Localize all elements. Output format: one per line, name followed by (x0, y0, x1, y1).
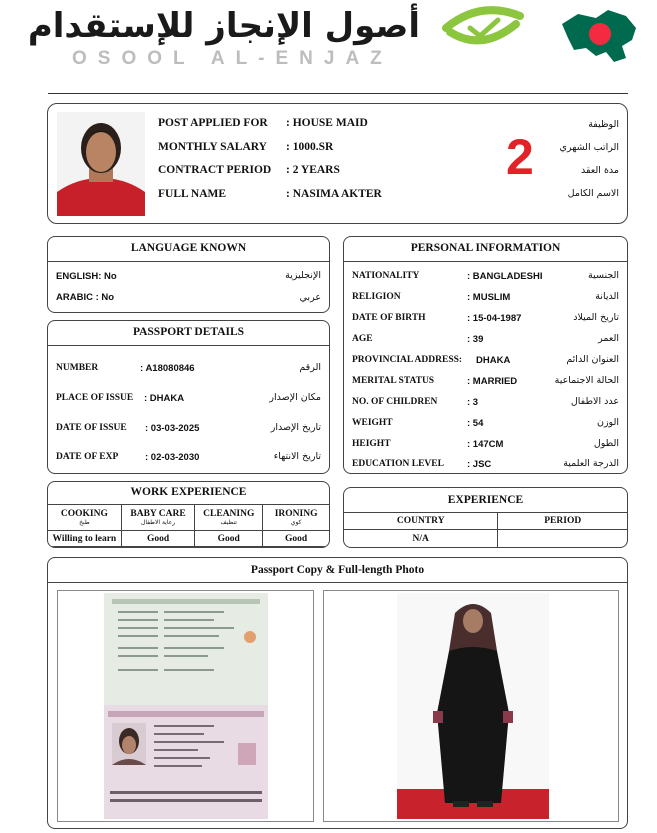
english-label-ar: الإنجليزية (285, 270, 321, 281)
cooking-value: Willing to learn (48, 531, 122, 547)
full-length-photo-image (397, 593, 549, 819)
date-of-issue-value: : 03-03-2025 (145, 423, 200, 434)
weight-value: : 54 (467, 418, 484, 429)
baby-care-header: BABY CARE رعاية الاطفال (121, 505, 195, 531)
address-label: PROVINCIAL ADDRESS: (352, 355, 463, 365)
work-experience-card (47, 481, 330, 548)
work-experience-table (47, 504, 330, 547)
country-header: COUNTRY (344, 513, 498, 530)
salary-label-ar: الراتب الشهري (559, 142, 619, 153)
name-label-ar: الاسم الكامل (567, 188, 619, 199)
post-label-ar: الوظيفة (588, 119, 619, 130)
children-ar: عدد الاطفال (570, 396, 619, 407)
marital-status-label: MERITAL STATUS (352, 376, 435, 386)
passport-copy-image (104, 593, 268, 819)
place-of-issue-label: PLACE OF ISSUE (56, 393, 134, 403)
place-of-issue-value: : DHAKA (144, 393, 185, 404)
cleaning-header: CLEANING تنظيف (195, 505, 263, 531)
logo-arabic: أصول الإنجاز للإستقدام (27, 6, 420, 46)
age-label: AGE (352, 334, 373, 344)
nationality-label: NATIONALITY (352, 271, 420, 281)
education-value: : JSC (467, 459, 492, 470)
experience-card (343, 487, 628, 548)
baby-care-value: Good (121, 531, 195, 547)
religion-label: RELIGION (352, 292, 401, 302)
passport-title: PASSPORT DETAILS (132, 326, 245, 338)
address-value: DHAKA (476, 355, 511, 366)
religion-value: : MUSLIM (467, 292, 511, 303)
date-of-issue-label: DATE OF ISSUE (56, 423, 127, 433)
language-title: LANGUAGE KNOWN (130, 242, 247, 254)
passport-copy-frame (57, 590, 314, 822)
cooking-header: COOKING طبخ (48, 505, 122, 531)
arabic-label-ar: عربي (299, 292, 321, 303)
height-label: HEIGHT (352, 439, 391, 449)
experience-table (343, 512, 628, 548)
nationality-ar: الجنسية (588, 270, 619, 281)
address-ar: العنوان الدائم (566, 354, 619, 365)
period-header: PERIOD (498, 513, 628, 530)
summary-card (47, 103, 628, 224)
marital-status-ar: الحالة الاجتماعية (554, 375, 619, 386)
weight-ar: الوزن (596, 417, 619, 428)
photos-card (47, 557, 628, 829)
post-value: : HOUSE MAID (286, 117, 368, 129)
contract-label-ar: مدة العقد (581, 165, 619, 176)
arabic-label: ARABIC : No (56, 292, 115, 303)
applicant-photo (57, 112, 145, 216)
photos-title-rule (48, 582, 627, 583)
experience-title: EXPERIENCE (447, 494, 524, 506)
language-card (47, 236, 330, 313)
ironing-header: IRONING كوي (263, 505, 330, 531)
contract-value: : 2 YEARS (286, 164, 340, 176)
children-label: NO. OF CHILDREN (352, 397, 438, 407)
education-ar: الدرجة العلمية (563, 458, 619, 469)
period-value (498, 530, 628, 548)
marital-status-value: : MARRIED (467, 376, 518, 387)
language-title-rule (48, 261, 329, 262)
personal-info-title-rule (344, 261, 627, 262)
weight-label: WEIGHT (352, 418, 393, 428)
full-length-photo-frame (323, 590, 619, 822)
english-label: ENGLISH: No (56, 271, 117, 282)
personal-info-card (343, 236, 628, 474)
age-value: : 39 (467, 334, 484, 345)
ironing-value: Good (263, 531, 330, 547)
date-of-exp-ar: تاريخ الانتهاء (273, 451, 321, 462)
dob-ar: تاريخ الميلاد (573, 312, 619, 323)
bangladesh-map-icon (556, 6, 642, 66)
salary-label: MONTHLY SALARY (158, 141, 267, 153)
logo-english: OSOOL AL-ENJAZ (72, 48, 393, 69)
candidate-number: 2 (506, 129, 534, 185)
passport-number-ar: الرقم (299, 362, 321, 373)
date-of-exp-value: : 02-03-2030 (145, 452, 200, 463)
passport-title-rule (48, 345, 329, 346)
work-experience-title: WORK EXPERIENCE (130, 486, 247, 498)
age-ar: العمر (598, 333, 619, 344)
passport-card (47, 320, 330, 474)
name-value: : NASIMA AKTER (286, 188, 382, 200)
name-label: FULL NAME (158, 188, 227, 200)
country-value: N/A (344, 530, 498, 548)
passport-number-value: : A18080846 (140, 363, 195, 374)
religion-ar: الديانة (595, 291, 619, 302)
contract-label: CONTRACT PERIOD (158, 164, 272, 176)
post-label: POST APPLIED FOR (158, 117, 268, 129)
education-label: EDUCATION LEVEL (352, 459, 444, 469)
dob-label: DATE OF BIRTH (352, 313, 426, 323)
date-of-exp-label: DATE OF EXP (56, 452, 119, 462)
passport-number-label: NUMBER (56, 363, 99, 373)
children-value: : 3 (467, 397, 479, 408)
photos-title: Passport Copy & Full-length Photo (250, 564, 425, 576)
cleaning-value: Good (195, 531, 263, 547)
dob-value: : 15-04-1987 (467, 313, 522, 324)
place-of-issue-ar: مكان الإصدار (269, 392, 321, 403)
salary-value: : 1000.SR (286, 141, 334, 153)
logo-emblem-icon (440, 6, 524, 48)
nationality-value: : BANGLADESHI (467, 271, 543, 282)
date-of-issue-ar: تاريخ الإصدار (270, 422, 321, 433)
height-value: : 147CM (467, 439, 504, 450)
header-divider (48, 93, 628, 94)
height-ar: الطول (593, 438, 619, 449)
personal-info-title: PERSONAL INFORMATION (410, 242, 561, 254)
